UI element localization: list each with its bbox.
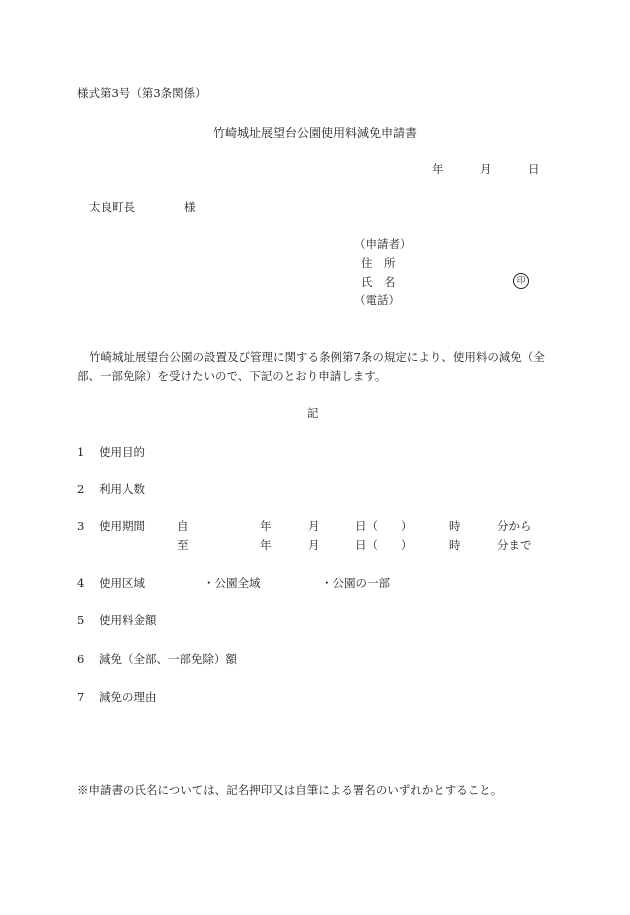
item-label: 使用目的 bbox=[99, 445, 145, 459]
item-label: 利用人数 bbox=[99, 482, 145, 496]
item-number: 5 bbox=[77, 613, 85, 627]
applicant-label: （申請者） bbox=[354, 237, 412, 251]
period-to-day: 日（ ） bbox=[355, 538, 413, 552]
period-to-month: 月 bbox=[308, 538, 320, 552]
period-from-hour: 時 bbox=[449, 519, 461, 533]
area-option-whole: ・公園全域 bbox=[203, 576, 261, 590]
item-label: 使用区域 bbox=[99, 576, 145, 590]
item-1 bbox=[77, 444, 145, 460]
item-4 bbox=[77, 575, 145, 591]
item-label: 使用料金額 bbox=[99, 613, 157, 627]
area-option-part: ・公園の一部 bbox=[321, 576, 390, 590]
item-6 bbox=[77, 651, 237, 667]
form-number: 様式第3号（第3条関係） bbox=[77, 86, 207, 100]
period-to-min: 分まで bbox=[497, 538, 532, 552]
footnote: ※申請書の氏名については、記名押印又は自筆による署名のいずれかとすること。 bbox=[77, 783, 503, 797]
period-from-prefix: 自 bbox=[177, 519, 189, 533]
addressee-honorific: 様 bbox=[184, 200, 196, 214]
period-to-hour: 時 bbox=[449, 538, 461, 552]
date-year: 年 bbox=[432, 162, 444, 176]
ki-heading: 記 bbox=[307, 406, 319, 420]
item-number: 2 bbox=[77, 482, 85, 496]
seal-mark: 印 bbox=[513, 273, 529, 289]
item-label: 減免（全部、一部免除）額 bbox=[99, 652, 237, 666]
period-to-year: 年 bbox=[260, 538, 272, 552]
period-to-prefix: 至 bbox=[177, 538, 189, 552]
addressee-name: 太良町長 bbox=[89, 200, 135, 214]
applicant-phone-label: （電話） bbox=[354, 293, 400, 307]
body-text-line1: 竹崎城址展望台公園の設置及び管理に関する条例第7条の規定により、使用料の減免（全 bbox=[89, 350, 545, 364]
item-number: 1 bbox=[77, 445, 85, 459]
body-text-line2: 部、一部免除）を受けたいので、下記のとおり申請します。 bbox=[77, 369, 387, 383]
applicant-address-label: 住 所 bbox=[361, 256, 396, 270]
item-number: 7 bbox=[77, 690, 85, 704]
period-from-month: 月 bbox=[308, 519, 320, 533]
item-number: 3 bbox=[77, 519, 85, 533]
item-2 bbox=[77, 481, 145, 497]
page-title: 竹崎城址展望台公園使用料減免申請書 bbox=[213, 126, 418, 140]
item-number: 6 bbox=[77, 652, 85, 666]
item-label: 使用期間 bbox=[99, 519, 145, 533]
period-from-year: 年 bbox=[260, 519, 272, 533]
date-month: 月 bbox=[480, 162, 492, 176]
period-from-day: 日（ ） bbox=[355, 519, 413, 533]
period-from-min: 分から bbox=[497, 519, 532, 533]
item-label: 減免の理由 bbox=[99, 690, 157, 704]
item-5 bbox=[77, 612, 157, 628]
applicant-name-label: 氏 名 bbox=[361, 275, 396, 289]
date-day: 日 bbox=[528, 162, 540, 176]
item-7 bbox=[77, 689, 157, 705]
item-3 bbox=[77, 518, 145, 534]
item-number: 4 bbox=[77, 576, 85, 590]
